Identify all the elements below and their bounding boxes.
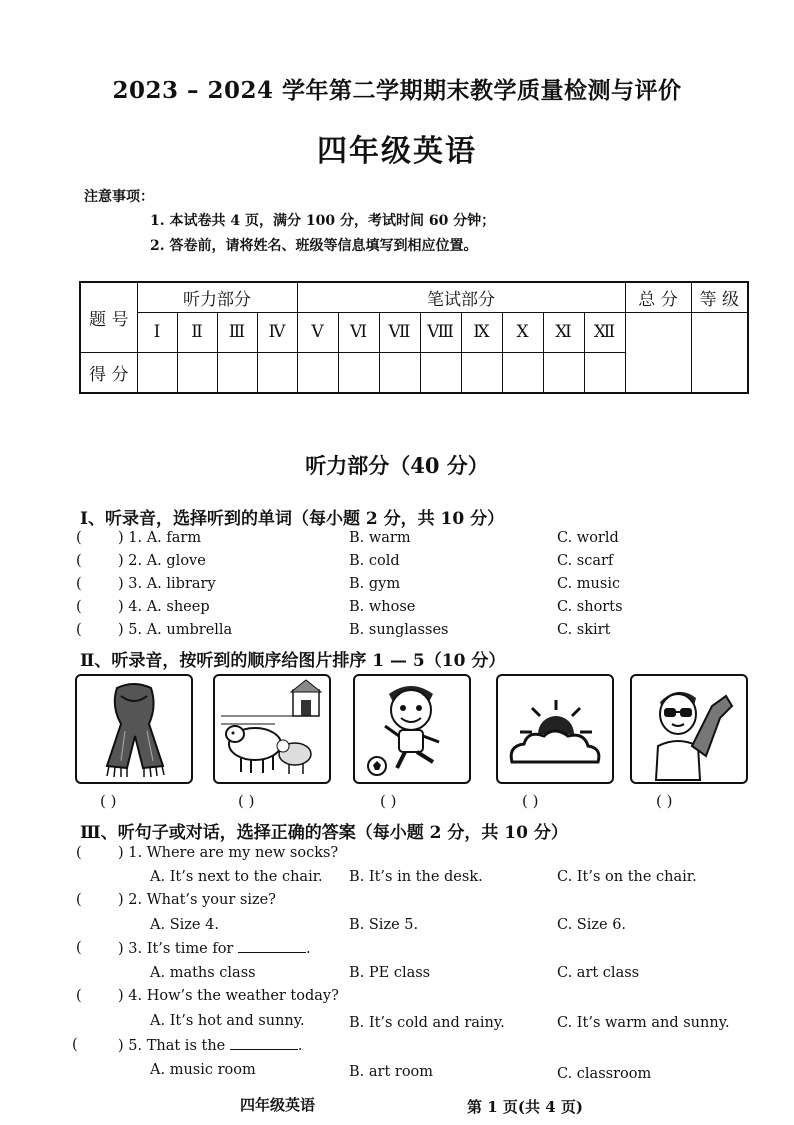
p2-answer-1[interactable]: ( ) [100, 792, 117, 810]
numeral-5: Ⅴ [297, 312, 338, 352]
numeral-7: Ⅶ [379, 312, 420, 352]
scarf-picture [75, 674, 193, 784]
sheep-farm-picture [213, 674, 331, 784]
p3-q4-a: A. It’s hot and sunny. [150, 1013, 305, 1029]
p2-answer-2[interactable]: ( ) [238, 792, 255, 810]
p3-q2-a: A. Size 4. [150, 917, 219, 933]
p3-q5-b: B. art room [349, 1064, 434, 1080]
part3-heading: Ⅲ、听句子或对话，选择正确的答案（每小题 2 分，共 10 分） [80, 823, 568, 843]
note-item: 1. 本试卷共 4 页，满分 100 分，考试时间 60 分钟； [150, 213, 496, 229]
p3-q4-paren[interactable]: ( [76, 988, 82, 1004]
listening-section-title: 听力部分（40 分） [305, 453, 489, 478]
score-cell[interactable] [543, 352, 584, 393]
exam-title: 2023 – 2024 学年第二学期期末教学质量检测与评价 [112, 77, 682, 104]
score-cell[interactable] [502, 352, 543, 393]
p1-q5-paren[interactable]: ( [76, 622, 82, 638]
p3-q1-stem: ) 1. Where are my new socks? [118, 845, 339, 861]
listening-header: 听力部分 [137, 282, 297, 312]
p3-q4-c: C. It’s warm and sunny. [557, 1015, 730, 1031]
p3-q5-c: C. classroom [557, 1066, 652, 1082]
p3-q1-c: C. It’s on the chair. [557, 869, 697, 885]
total-score-cell[interactable] [625, 312, 691, 393]
p1-q4-c: C. shorts [557, 599, 623, 615]
grade-cell[interactable] [691, 312, 748, 393]
p1-q2-a: ) 2. A. glove [118, 553, 206, 569]
p3-q4-stem: ) 4. How’s the weather today? [118, 988, 339, 1004]
score-cell[interactable] [177, 352, 217, 393]
p3-q3-c: C. art class [557, 965, 640, 981]
total-header: 总 分 [625, 282, 691, 312]
footer-subject: 四年级英语 [240, 1096, 316, 1114]
p3-q2-paren[interactable]: ( [76, 892, 82, 908]
p1-q3-c: C. music [557, 576, 621, 592]
p3-q5-stem-text: ) 5. That is the [118, 1038, 226, 1054]
p3-q5-a: A. music room [150, 1062, 256, 1078]
p2-answer-3[interactable]: ( ) [380, 792, 397, 810]
numeral-3: Ⅲ [217, 312, 257, 352]
p3-q3-stem: ) 3. It’s time for . [118, 941, 311, 957]
p3-q3-b: B. PE class [349, 965, 431, 981]
p3-q1-b: B. It’s in the desk. [349, 869, 483, 885]
numeral-8: Ⅷ [420, 312, 461, 352]
p1-q1-b: B. warm [349, 530, 411, 546]
score-cell[interactable] [137, 352, 177, 393]
p1-q3-a: ) 3. A. library [118, 576, 216, 592]
p1-q2-c: C. scarf [557, 553, 614, 569]
score-cell[interactable] [420, 352, 461, 393]
score-cell[interactable] [297, 352, 338, 393]
score-table [79, 281, 749, 394]
score-cell[interactable] [217, 352, 257, 393]
grade-header: 等 级 [691, 282, 748, 312]
score-cell[interactable] [257, 352, 297, 393]
page-number: 第 1 页(共 4 页) [467, 1098, 583, 1116]
p1-q2-paren[interactable]: ( [76, 553, 82, 569]
numeral-10: Ⅹ [502, 312, 543, 352]
p2-answer-4[interactable]: ( ) [522, 792, 539, 810]
p2-answer-5[interactable]: ( ) [656, 792, 673, 810]
p1-q5-b: B. sunglasses [349, 622, 449, 638]
notes-heading: 注意事项： [84, 189, 154, 205]
score-cell[interactable] [584, 352, 625, 393]
p3-q1-a: A. It’s next to the chair. [150, 869, 323, 885]
part1-heading: Ⅰ、听录音，选择听到的单词（每小题 2 分，共 10 分） [80, 509, 505, 529]
p3-q1-paren[interactable]: ( [76, 845, 82, 861]
p3-q3-stem-text: ) 3. It’s time for [118, 941, 234, 957]
p3-q3-blank[interactable] [238, 940, 306, 953]
p3-q3-a: A. maths class [150, 965, 256, 981]
numeral-6: Ⅵ [338, 312, 379, 352]
sunglasses-man-picture [630, 674, 748, 784]
numeral-12: Ⅻ [584, 312, 625, 352]
p1-q5-a: ) 5. A. umbrella [118, 622, 233, 638]
numeral-11: Ⅺ [543, 312, 584, 352]
p1-q1-a: ) 1. A. farm [118, 530, 202, 546]
writing-header: 笔试部分 [297, 282, 625, 312]
p3-q2-stem: ) 2. What’s your size? [118, 892, 276, 908]
p1-q4-paren[interactable]: ( [76, 599, 82, 615]
p3-q5-stem: ) 5. That is the . [118, 1038, 303, 1054]
p3-q2-b: B. Size 5. [349, 917, 419, 933]
p1-q3-paren[interactable]: ( [76, 576, 82, 592]
boy-football-picture [353, 674, 471, 784]
p3-q5-blank[interactable] [230, 1037, 298, 1050]
numeral-9: Ⅸ [461, 312, 502, 352]
subject-title: 四年级英语 [317, 134, 477, 169]
numeral-4: Ⅳ [257, 312, 297, 352]
score-cell[interactable] [338, 352, 379, 393]
sun-cloud-picture [496, 674, 614, 784]
score-cell[interactable] [379, 352, 420, 393]
p1-q1-c: C. world [557, 530, 619, 546]
score-label: 得 分 [80, 352, 137, 393]
p3-q2-c: C. Size 6. [557, 917, 627, 933]
p3-q4-b: B. It’s cold and rainy. [349, 1015, 505, 1031]
p1-q4-a: ) 4. A. sheep [118, 599, 210, 615]
part2-heading: Ⅱ、听录音，按听到的顺序给图片排序 1 — 5（10 分） [80, 651, 506, 671]
numeral-1: Ⅰ [137, 312, 177, 352]
note-item: 2. 答卷前，请将姓名、班级等信息填写到相应位置。 [150, 238, 478, 254]
p1-q4-b: B. whose [349, 599, 416, 615]
p1-q3-b: B. gym [349, 576, 401, 592]
p1-q2-b: B. cold [349, 553, 400, 569]
score-cell[interactable] [461, 352, 502, 393]
numeral-2: Ⅱ [177, 312, 217, 352]
p3-q5-paren[interactable]: ( [72, 1037, 78, 1053]
p3-q3-paren[interactable]: ( [76, 940, 82, 956]
p1-q1-paren[interactable]: ( [76, 530, 82, 546]
p1-q5-c: C. skirt [557, 622, 611, 638]
q-label: 题 号 [80, 282, 137, 352]
